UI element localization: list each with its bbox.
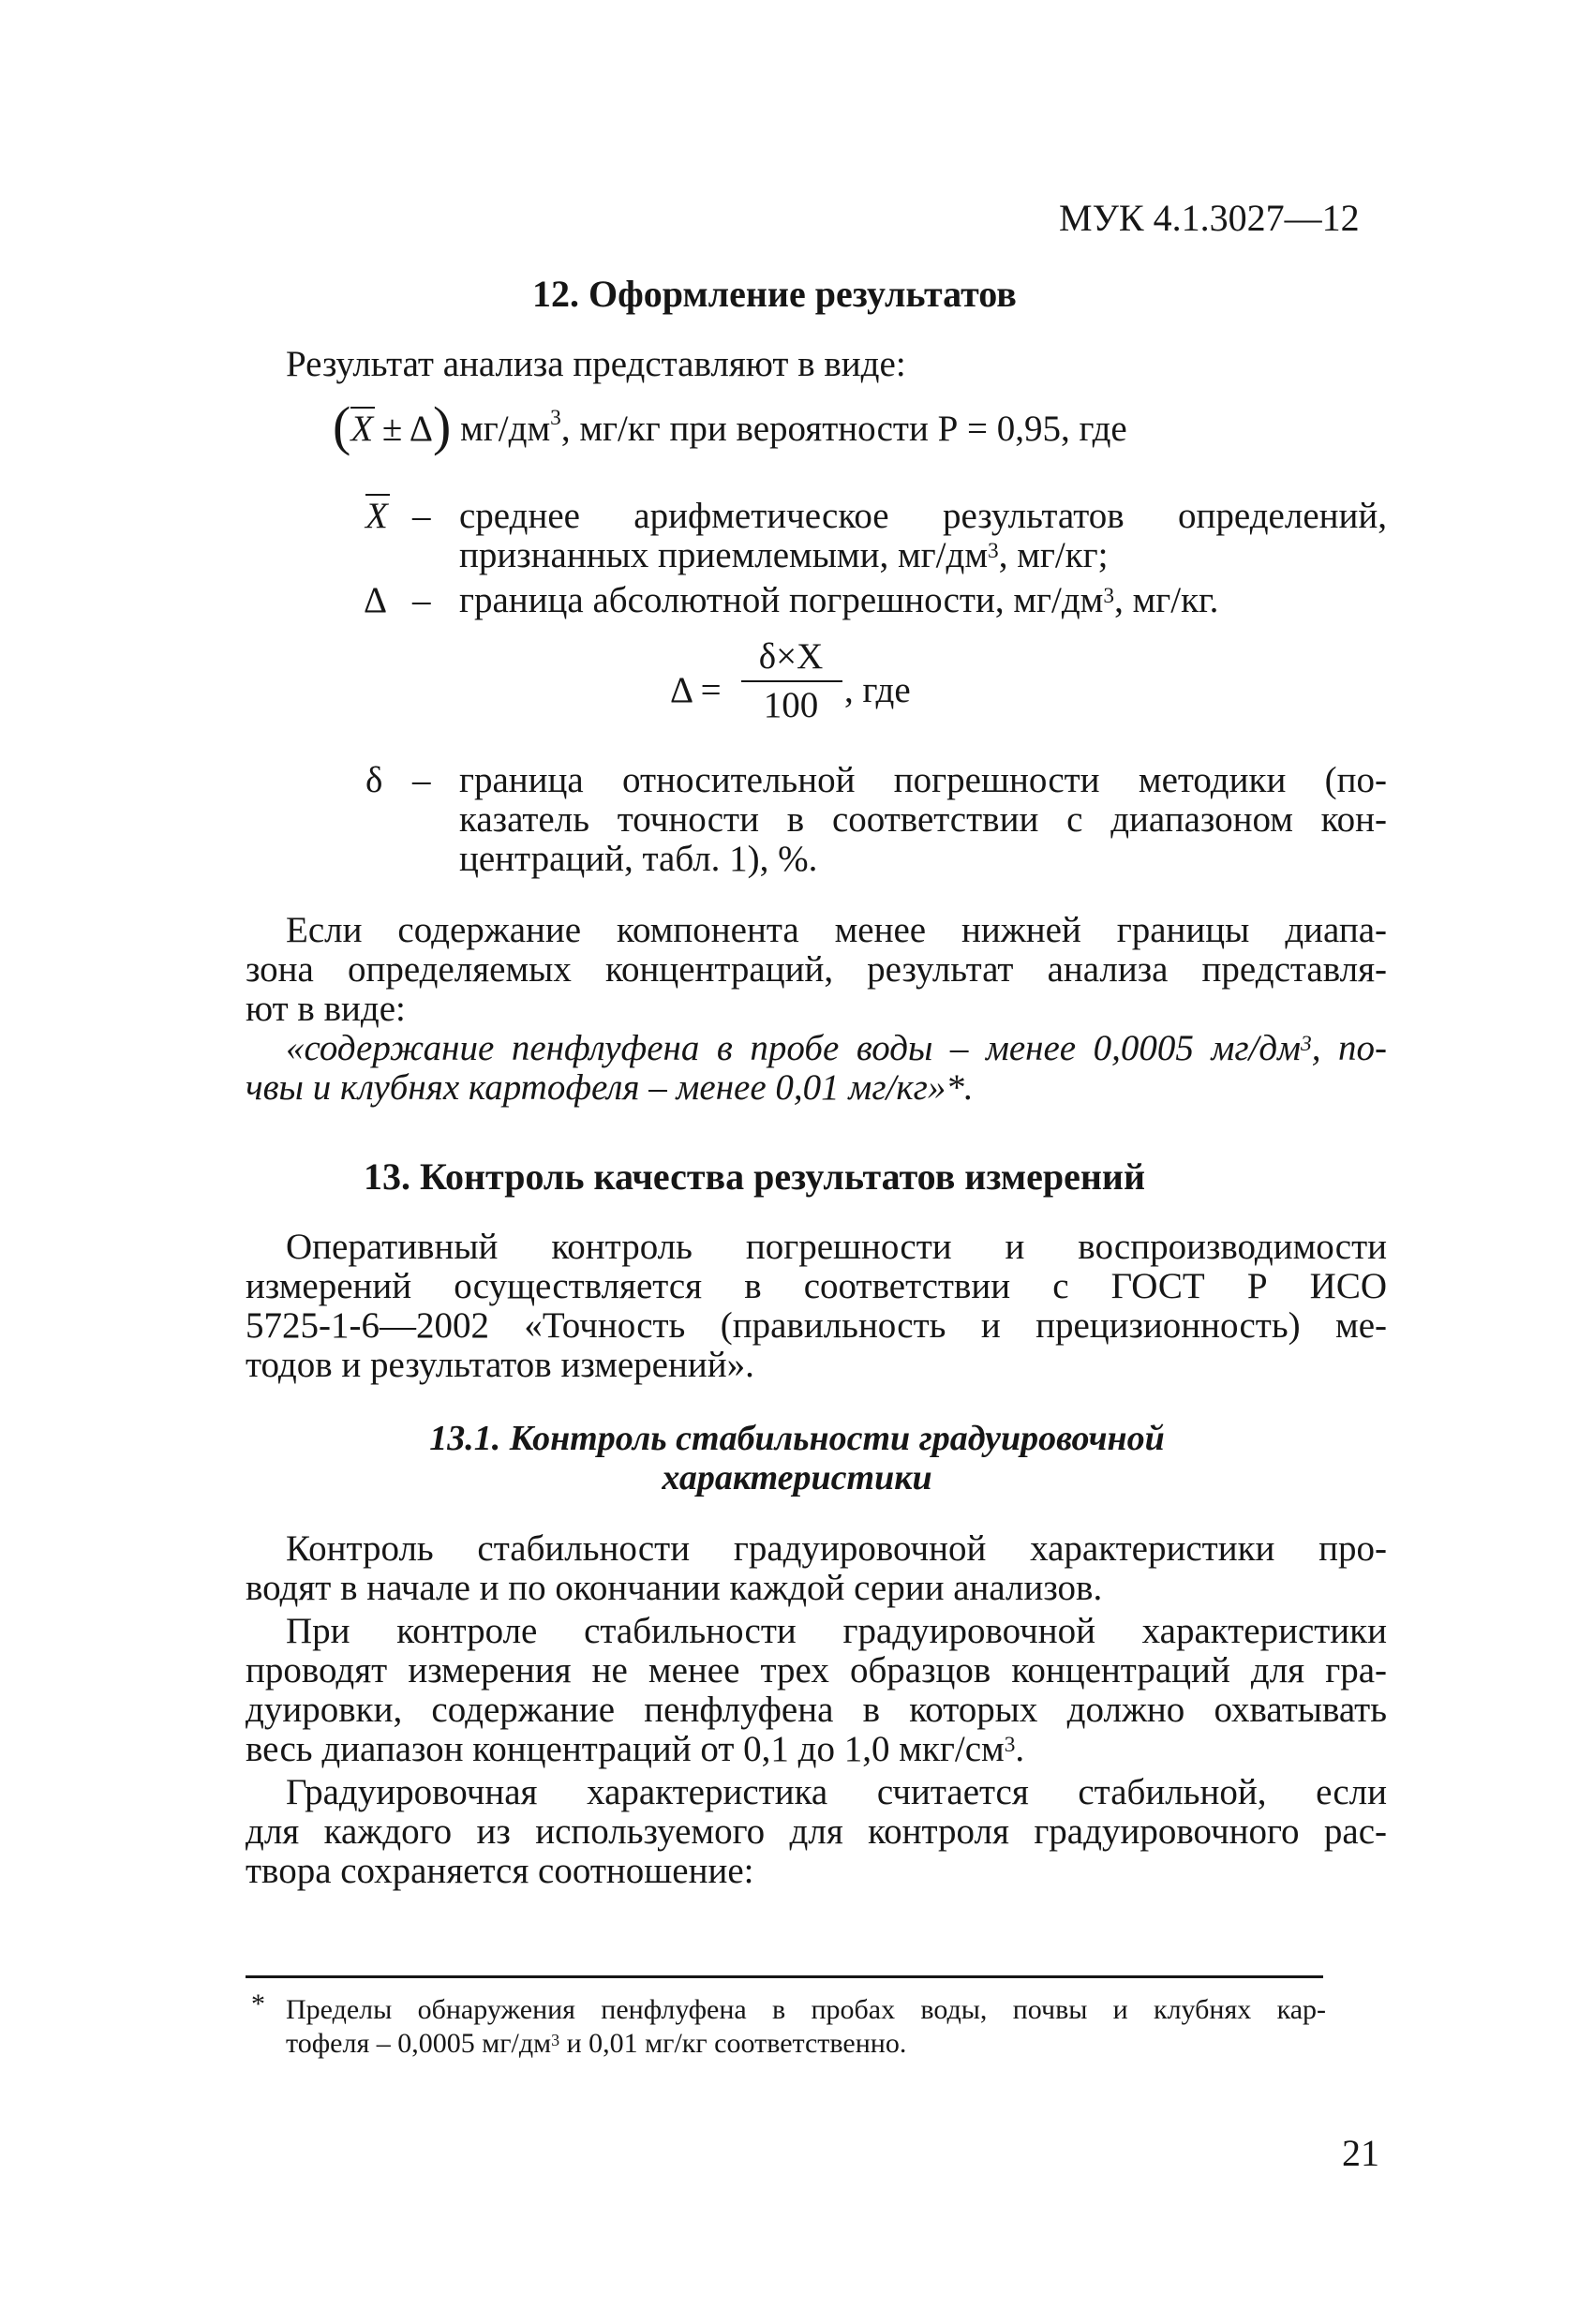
mean-def-dash: – bbox=[412, 496, 431, 536]
if-para-line3: ют в виде: bbox=[246, 989, 406, 1029]
quote-line2: чвы и клубнях картофеля – менее 0,01 мг/кг»*. bbox=[246, 1067, 974, 1108]
sub131-p1-line1: Контроль стабильности градуировочной характеристики про- bbox=[286, 1528, 1387, 1569]
sub131-p2-line3: дуировки, содержание пенфлуфена в которых должно охватывать bbox=[246, 1690, 1387, 1730]
s13-para-line2: измерений осуществляется в соответствии с ГОСТ Р ИСО bbox=[246, 1266, 1387, 1306]
delta-formula-numerator: δ×X bbox=[758, 636, 824, 677]
if-para-line2: зона определяемых концентраций, результат анализа представля- bbox=[246, 949, 1387, 990]
result-formula: (X ± Δ) $мг/дм^3$, мг/кг при вероятности Р = 0,95, где bbox=[333, 395, 1127, 456]
if-para-line1: Если содержание компонента менее нижней границы диапа- bbox=[286, 910, 1387, 950]
section-13-title: 13. Контроль качества результатов измерений bbox=[364, 1155, 1145, 1198]
footnote-separator bbox=[246, 1975, 1323, 1978]
rel-error-line1: граница относительной погрешности методики (по- bbox=[459, 760, 1387, 800]
rel-error-line3: центраций, табл. 1), %. bbox=[459, 839, 818, 879]
delta-formula-denominator: 100 bbox=[763, 685, 819, 725]
mean-x-symbol: X bbox=[350, 409, 374, 449]
sub131-p3-line3: твора сохраняется соотношение: bbox=[246, 1851, 754, 1891]
mean-def-symbol: X bbox=[365, 496, 388, 536]
rel-error-dash: – bbox=[412, 760, 431, 800]
quote-line1: «содержание пенфлуфена в пробе воды – менее 0,0005 $мг/дм^3$, по- bbox=[286, 1028, 1387, 1068]
section-12-title: 12. Оформление результатов bbox=[532, 273, 1017, 315]
sub131-p2-line1: При контроле стабильности градуировочной характеристики bbox=[286, 1611, 1387, 1651]
delta-def-symbol: Δ bbox=[364, 580, 388, 620]
sub131-p3-line1: Градуировочная характеристика считается стабильной, если bbox=[286, 1772, 1387, 1812]
footnote-line1: Пределы обнаружения пенфлуфена в пробах воды, почвы и клубнях кар- bbox=[286, 1994, 1326, 2025]
result-intro: Результат анализа представляют в виде: bbox=[286, 344, 906, 384]
delta-formula bbox=[670, 637, 970, 750]
rel-error-line2: казатель точности в соответствии с диапазоном кон- bbox=[459, 799, 1387, 840]
document-code: МУК 4.1.3027—12 bbox=[1059, 197, 1360, 239]
s13-para-line3: 5725-1-6—2002 «Точность (правильность и прецизионность) ме- bbox=[246, 1305, 1387, 1346]
s13-para-line4: тодов и результатов измерений». bbox=[246, 1345, 754, 1385]
mean-def-line1: среднее арифметическое результатов определений, bbox=[459, 496, 1387, 536]
sub131-p2-line2: проводят измерения не менее трех образцов концентраций для гра- bbox=[246, 1650, 1387, 1691]
delta-formula-suffix: , где bbox=[844, 670, 911, 710]
fraction-bar bbox=[741, 680, 842, 682]
delta-formula-lhs: Δ = bbox=[670, 670, 722, 710]
sub131-p2-line4: весь диапазон концентраций от 0,1 до 1,0 мкг/$см^3$. bbox=[246, 1729, 1025, 1769]
delta-def-text: граница абсолютной погрешности, $мг/дм^3$, мг/кг. bbox=[459, 580, 1219, 620]
footnote-marker: * bbox=[251, 1989, 265, 2019]
mean-def-line2: признанных приемлемыми, $мг/дм^3$, мг/кг; bbox=[459, 535, 1109, 575]
rel-error-symbol: δ bbox=[365, 760, 383, 800]
subsection-13-1-title-line2: характеристики bbox=[662, 1458, 932, 1497]
sub131-p1-line2: водят в начале и по окончании каждой серии анализов. bbox=[246, 1568, 1103, 1608]
subsection-13-1-title-line1: 13.1. Контроль стабильности градуировочной bbox=[429, 1419, 1165, 1458]
sub131-p3-line2: для каждого из используемого для контроля градуировочного рас- bbox=[246, 1811, 1387, 1852]
footnote-line2: тофеля – 0,0005 $мг/дм^3$ и 0,01 мг/кг соответственно. bbox=[286, 2028, 907, 2059]
delta-def-dash: – bbox=[412, 580, 431, 620]
page-number: 21 bbox=[1342, 2132, 1379, 2174]
s13-para-line1: Оперативный контроль погрешности и воспроизводимости bbox=[286, 1227, 1387, 1267]
